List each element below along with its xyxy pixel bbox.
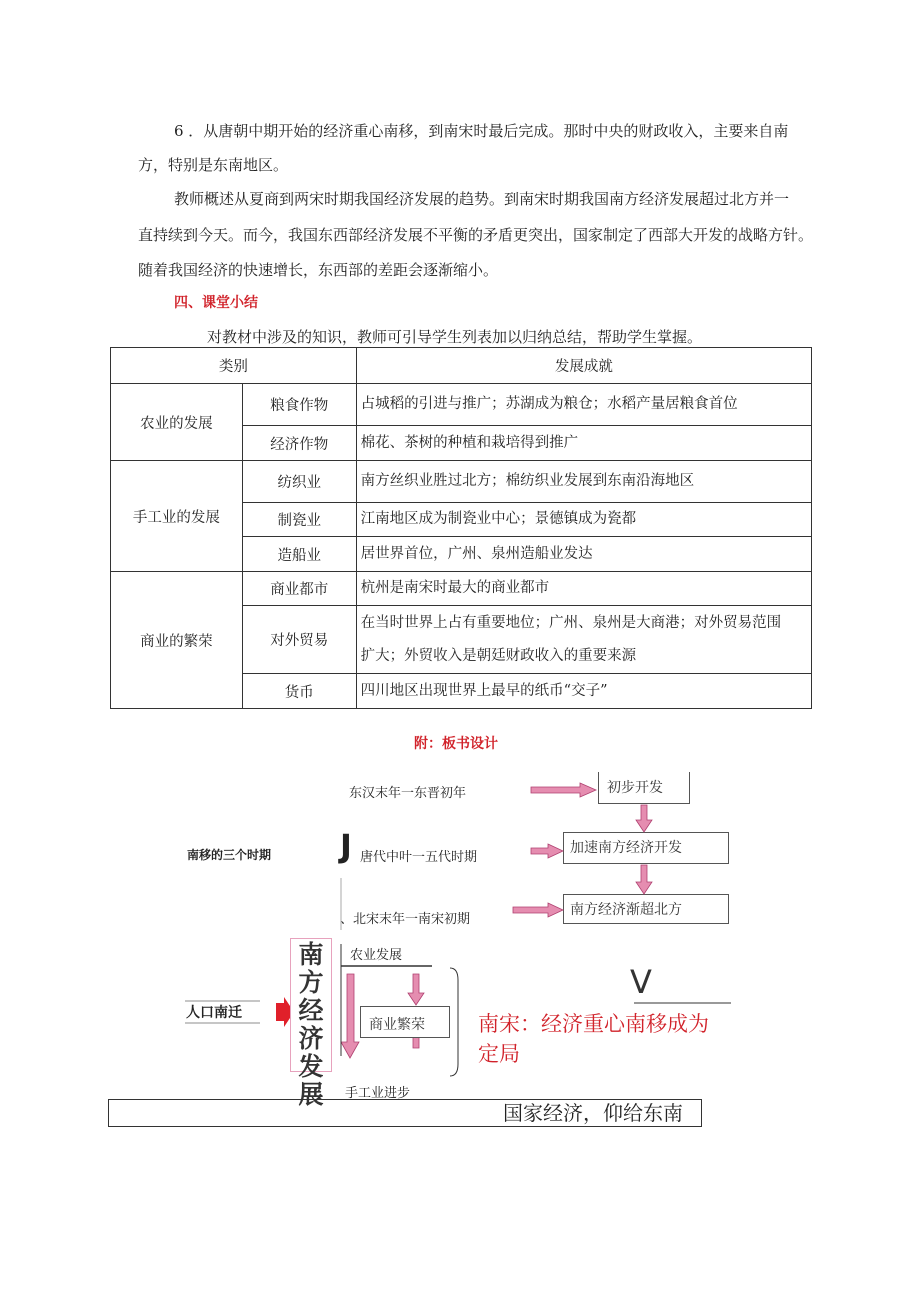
three-periods-label: 南移的三个时期 — [187, 848, 272, 862]
stage-down-arrow-1 — [636, 805, 652, 832]
period-1-label: 东汉末年一东晋初年 — [349, 786, 467, 801]
stage-down-arrow-2 — [636, 865, 652, 894]
sub-category: 纺织业 — [242, 461, 356, 503]
conclusion-line-1: 南宋：经济重心南移成为 — [478, 1012, 709, 1036]
migration-label: 人口南迁 — [186, 1005, 242, 1021]
group-name: 农业的发展 — [111, 384, 243, 461]
period-1-arrow — [531, 783, 596, 797]
sub-category: 经济作物 — [242, 426, 356, 461]
detail: 杭州是南宋时最大的商业都市 — [356, 572, 811, 606]
sub-category: 制瓷业 — [242, 503, 356, 537]
section-4-intro: 对教材中涉及的知识，教师可引导学生列表加以归纳总结，帮助学生掌握。 — [207, 328, 703, 346]
header-achievement: 发展成就 — [356, 348, 811, 384]
teacher-paragraph-line-2: 直持续到今天。而今，我国东西部经济发展不平衡的矛盾更突出，国家制定了西部大开发的战略方针。 — [138, 226, 814, 244]
board-design-title: 附：板书设计 — [414, 736, 498, 752]
detail: 南方丝织业胜过北方；棉纺织业发展到东南沿海地区 — [356, 461, 811, 503]
paragraph-6-line-1: 6 ．从唐朝中期开始的经济重心南移，到南宋时最后完成。那时中央的财政收入，主要来自南 — [174, 122, 789, 140]
commerce-down-arrow — [408, 974, 424, 1005]
stage-1-box: 初步开发 — [598, 772, 690, 804]
teacher-paragraph-line-1: 教师概述从夏商到两宋时期我国经济发展的趋势。到南宋时期我国南方经济发展超过北方并一 — [174, 190, 790, 208]
header-category: 类别 — [111, 348, 357, 384]
v-mark: V — [630, 963, 652, 1001]
detail: 江南地区成为制瓷业中心；景德镇成为瓷都 — [356, 503, 811, 537]
sub-category: 粮食作物 — [242, 384, 356, 426]
right-brace — [450, 968, 458, 1076]
detail-line-2: 扩大；外贸收入是朝廷财政收入的重要来源 — [360, 647, 637, 664]
period-3-label: 、北宋末年一南宋初期 — [340, 912, 471, 927]
bracket-mark: J — [340, 827, 352, 865]
detail: 棉花、茶树的种植和栽培得到推广 — [356, 426, 811, 461]
period-2-label: 唐代中叶一五代时期 — [360, 850, 478, 865]
sub-category: 货币 — [242, 674, 356, 709]
group-name: 商业的繁荣 — [111, 572, 243, 709]
period-3-arrow — [513, 903, 563, 917]
detail: 四川地区出现世界上最早的纸币“交子” — [356, 674, 811, 709]
southern-economy-vertical-title: 南方经济发展 — [290, 938, 332, 1072]
sub-category: 造船业 — [242, 537, 356, 572]
conclusion-line-2: 定局 — [478, 1042, 520, 1066]
detail: 居世界首位，广州、泉州造船业发达 — [356, 537, 811, 572]
section-4-heading: 四、课堂小结 — [174, 295, 258, 311]
agri-label: 农业发展 — [350, 948, 403, 963]
bottom-text: 国家经济，仰给东南 — [503, 1101, 683, 1125]
handicraft-label: 手工业进步 — [345, 1086, 411, 1101]
agri-down-arrow — [341, 974, 359, 1058]
stage-3-box: 南方经济渐超北方 — [563, 894, 729, 924]
paragraph-6-line-2: 方，特别是东南地区。 — [138, 156, 289, 174]
detail-line-1: 在当时世界上占有重要地位；广州、泉州是大商港；对外贸易范围 — [360, 614, 782, 631]
stage-2-box: 加速南方经济开发 — [563, 832, 729, 864]
period-2-arrow — [531, 844, 563, 858]
sub-category: 对外贸易 — [242, 606, 356, 674]
detail: 占城稻的引进与推广；苏湖成为粮仓；水稻产量居粮食首位 — [356, 384, 811, 426]
group-name: 手工业的发展 — [111, 461, 243, 572]
sub-category: 商业都市 — [242, 572, 356, 606]
teacher-paragraph-line-3: 随着我国经济的快速增长，东西部的差距会逐渐缩小。 — [138, 261, 499, 279]
commerce-box: 商业繁荣 — [360, 1006, 450, 1038]
